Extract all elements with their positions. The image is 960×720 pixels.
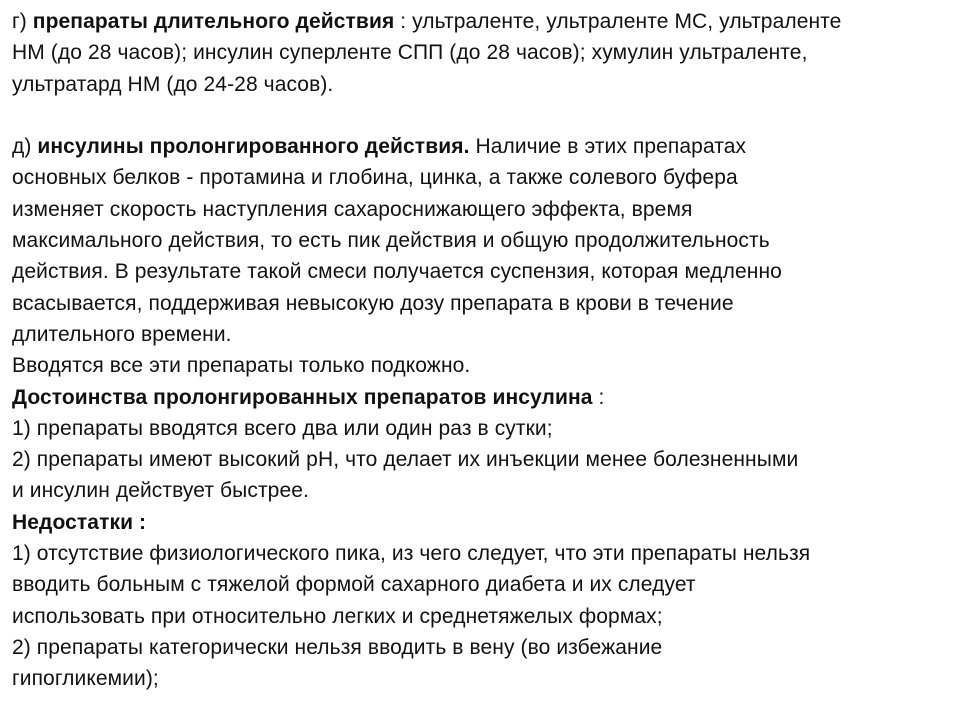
disadvantages-heading-line <box>12 507 946 538</box>
section-g-text: ультраленте, ультраленте МС, ультраленте <box>412 10 842 33</box>
section-d-line-1 <box>12 131 946 162</box>
section-g-line-3: ультратард НМ (до 24-28 часов). <box>12 72 334 96</box>
disadvantage-item-1-line-2: вводить больным с тяжелой формой сахарного диабета и их следует <box>12 573 696 597</box>
section-d-line-4: максимального действия, то есть пик действия и общую продолжительность <box>12 229 770 253</box>
section-g-prefix: г) <box>12 10 33 33</box>
paragraph-spacer <box>12 100 946 131</box>
advantage-item-2-line-2: и инсулин действует быстрее. <box>12 479 309 503</box>
disadvantage-item-2-line-1: 2) препараты категорически нельзя вводить в вену (во избежание <box>12 635 663 659</box>
section-d-line-7: длительного времени. <box>12 322 232 346</box>
section-g-line-2: НМ (до 28 часов); инсулин суперленте СПП (до 28 часов); хумулин ультраленте, <box>12 41 808 65</box>
section-g-colon: : <box>394 10 413 33</box>
disadvantage-item-1-line-3: использовать при относительно легких и среднетяжелых формах; <box>12 604 663 628</box>
section-g-heading: препараты длительного действия <box>32 10 395 33</box>
section-d-line-6: всасывается, поддерживая невысокую дозу препарата в крови в течение <box>12 291 734 315</box>
disadvantage-item-1-line-1: 1) отсутствие физиологического пика, из чего следует, что эти препараты нельзя <box>12 542 811 566</box>
advantages-heading-line <box>12 382 946 413</box>
section-d-text: Наличие в этих препаратах <box>469 135 747 159</box>
advantages-colon: : <box>592 385 605 409</box>
advantage-item-2-line-1: 2) препараты имеют высокий рН, что делает их инъекции менее болезненными <box>12 448 799 472</box>
section-d-prefix: д) <box>12 135 38 159</box>
section-d-line-2: основных белков - протамина и глобина, цинка, а также солевого буфера <box>12 166 738 190</box>
subcutaneous-note: Вводятся все эти препараты только подкожно. <box>12 354 471 378</box>
section-d-line-5: действия. В результате такой смеси получается суспензия, которая медленно <box>12 260 782 284</box>
disadvantages-heading: Недостатки : <box>12 510 147 534</box>
section-g-line-1 <box>12 6 946 37</box>
section-d-heading: инсулины пролонгированного действия. <box>37 135 470 159</box>
advantages-heading: Достоинства пролонгированных препаратов инсулина <box>12 385 593 409</box>
advantage-item-1: 1) препараты вводятся всего два или один раз в сутки; <box>12 416 553 440</box>
section-d-line-3: изменяет скорость наступления сахароснижающего эффекта, время <box>12 197 693 221</box>
disadvantage-item-2-line-2: гипогликемии); <box>12 667 159 691</box>
